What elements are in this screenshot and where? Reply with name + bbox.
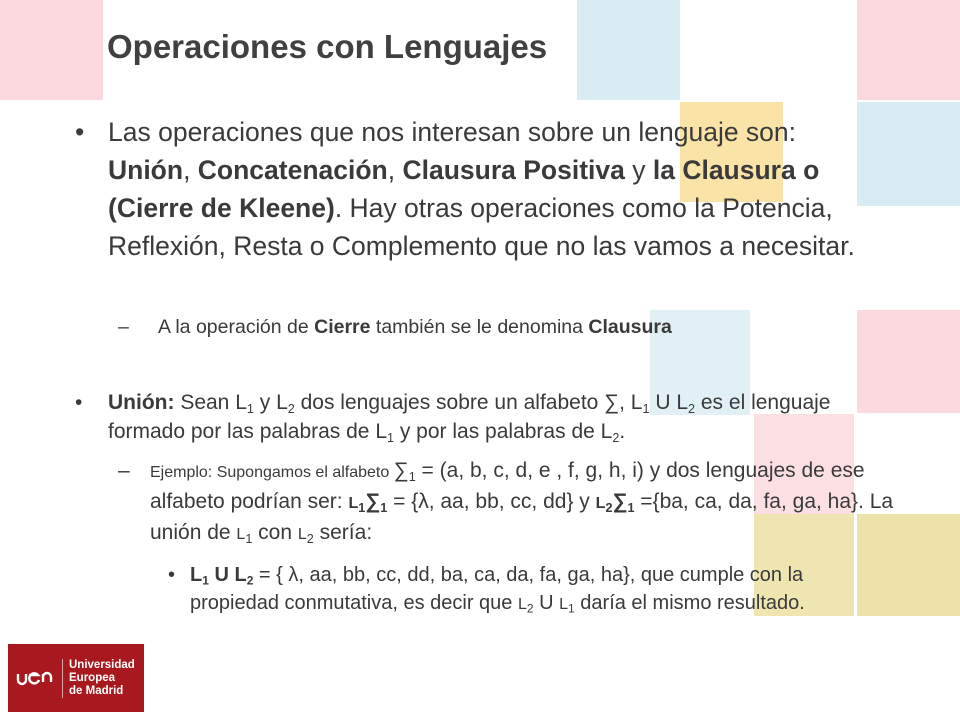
bullet-marker: • [75,391,83,414]
university-logo [8,644,144,712]
bullet-operations-text: Las operaciones que nos interesan sobre un lenguaje son: Unión, Concatenación, Clausura Positiva y la Clausura o (Cierre de Kleene). Hay otras operaciones como la Potencia, Reflexión, Resta o Complemento que no las vamos a necesitar. [108,117,855,261]
deco-square-pink-top-left [0,0,103,100]
dash-marker: – [118,316,129,338]
logo-line-3: de Madrid [69,684,124,697]
subbullet-example-text: Ejemplo: Supongamos el alfabeto $\sum_1 = (a$, b, c, d, e , f, g, h, i) y dos lenguajes de ese alfabeto podrían ser: $L_1\sum_1 = \{\lambda$, aa, bb, cc, dd} y $L_2\sum_1 =\{ba$, ca, da, fa, ga, ha}. La unión de $L_1$ con $L_2$ sería: [150,459,894,546]
logo-text [62,659,135,698]
bullet-union-text: Unión: Sean $L_1$ y $L_2$ dos lenguajes sobre un alfabeto ∑, $L_1$ U $L_2$ es el lenguaje formado por las palabras de $L_1$ y por las palabras de $L_2$. [108,391,831,445]
subbullet-example [118,456,908,549]
deco-square-blue-top [577,0,680,100]
deco-square-pink-top-right [857,0,960,100]
bullet-marker: • [168,564,176,586]
subbullet-union-result-text: $L_1$ U $L_2$ = { λ, aa, bb, cc, dd, ba, ca, da, fa, ga, ha}, que cumple con la propiedad conmutativa, es decir que $L_2$ U $L_1$ daría el mismo resultado. [190,564,805,616]
bullet-union [75,388,905,446]
subbullet-cierre [118,313,898,341]
bullet-marker: • [75,117,85,147]
subbullet-cierre-text: A la operación de Cierre también se le denomina Clausura [158,316,672,338]
subbullet-union-result [168,561,888,619]
bullet-operations [75,113,875,265]
logo-line-2: Europea [69,671,116,684]
logo-line-1: Universidad [69,658,135,671]
slide-title: Operaciones con Lenguajes [107,28,548,65]
uem-mark-icon [8,644,62,712]
dash-marker: – [118,459,130,482]
